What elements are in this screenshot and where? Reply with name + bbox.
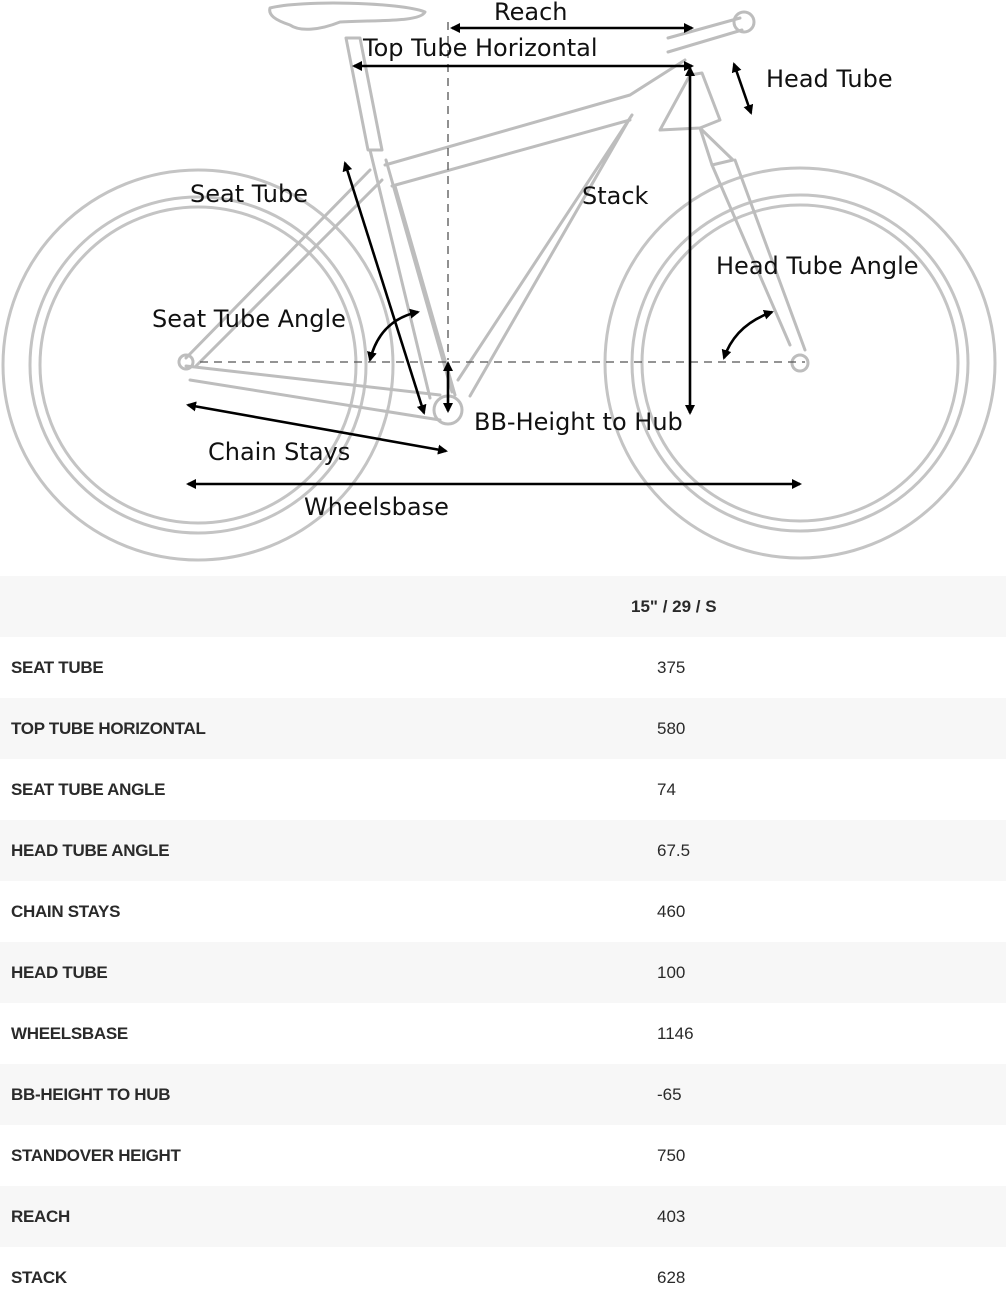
label-bb-height: BB-Height to Hub: [474, 408, 683, 436]
table-row: [0, 881, 1006, 942]
row-label: WHEELSBASE: [11, 1023, 128, 1043]
table-row: [0, 637, 1006, 698]
row-value-text: 403: [657, 1206, 686, 1226]
label-chain-stays: Chain Stays: [208, 438, 351, 466]
row-label: CHAIN STAYS: [11, 901, 121, 921]
row-value: [441, 1247, 1006, 1308]
row-value: [441, 1064, 1006, 1125]
row-value-text: 100: [657, 962, 686, 982]
row-value: [441, 698, 1006, 759]
table-header-row: [0, 576, 1006, 637]
row-label: HEAD TUBE ANGLE: [11, 840, 170, 860]
row-value-text: -65: [657, 1084, 682, 1104]
table-row: [0, 1003, 1006, 1064]
geometry-table-body: [0, 637, 1006, 1308]
row-label: TOP TUBE HORIZONTAL: [11, 718, 206, 738]
bike-geometry-diagram: [0, 0, 1006, 576]
table-row: [0, 942, 1006, 1003]
row-value: [441, 881, 1006, 942]
row-value-text: 67.5: [657, 840, 691, 860]
row-value-text: 375: [657, 657, 686, 677]
geometry-drawing: [0, 0, 1006, 576]
size-column-header[interactable]: [441, 576, 1006, 637]
row-label: HEAD TUBE: [11, 962, 108, 982]
row-value: [441, 1003, 1006, 1064]
row-value: [441, 1186, 1006, 1247]
table-row: [0, 698, 1006, 759]
row-label: REACH: [11, 1206, 70, 1226]
row-value: [441, 942, 1006, 1003]
label-seat-tube-angle: Seat Tube Angle: [152, 305, 346, 333]
row-value: [441, 637, 1006, 698]
row-label: BB-HEIGHT TO HUB: [11, 1084, 171, 1104]
row-value-text: 628: [657, 1267, 686, 1287]
row-label: SEAT TUBE ANGLE: [11, 779, 166, 799]
row-label: STACK: [11, 1267, 67, 1287]
label-stack: Stack: [582, 182, 649, 210]
table-row: [0, 1247, 1006, 1308]
label-top-tube: Top Tube Horizontal: [363, 34, 598, 62]
row-value: [441, 1125, 1006, 1186]
label-head-tube: Head Tube: [766, 65, 893, 93]
label-reach: Reach: [494, 0, 568, 26]
table-row: [0, 1064, 1006, 1125]
table-row: [0, 1125, 1006, 1186]
row-label: STANDOVER HEIGHT: [11, 1145, 181, 1165]
size-header-text: 15" / 29 / S: [631, 596, 717, 616]
head-tube-angle-arrow: [724, 312, 772, 358]
head-tube-arrow: [734, 64, 751, 113]
row-value-text: 580: [657, 718, 686, 738]
geometry-table: [0, 576, 1006, 1308]
front-wheel: [605, 168, 995, 558]
table-row: [0, 759, 1006, 820]
row-value: [441, 820, 1006, 881]
row-value-text: 1146: [657, 1023, 694, 1043]
label-head-tube-angle: Head Tube Angle: [716, 252, 919, 280]
row-value-text: 74: [657, 779, 676, 799]
label-seat-tube: Seat Tube: [190, 180, 308, 208]
row-value: [441, 759, 1006, 820]
table-row: [0, 820, 1006, 881]
row-value-text: 460: [657, 901, 686, 921]
label-wheelbase: Wheelsbase: [304, 493, 449, 521]
header-empty-cell: [0, 576, 441, 637]
row-value-text: 750: [657, 1145, 686, 1165]
row-label: SEAT TUBE: [11, 657, 104, 677]
table-row: [0, 1186, 1006, 1247]
